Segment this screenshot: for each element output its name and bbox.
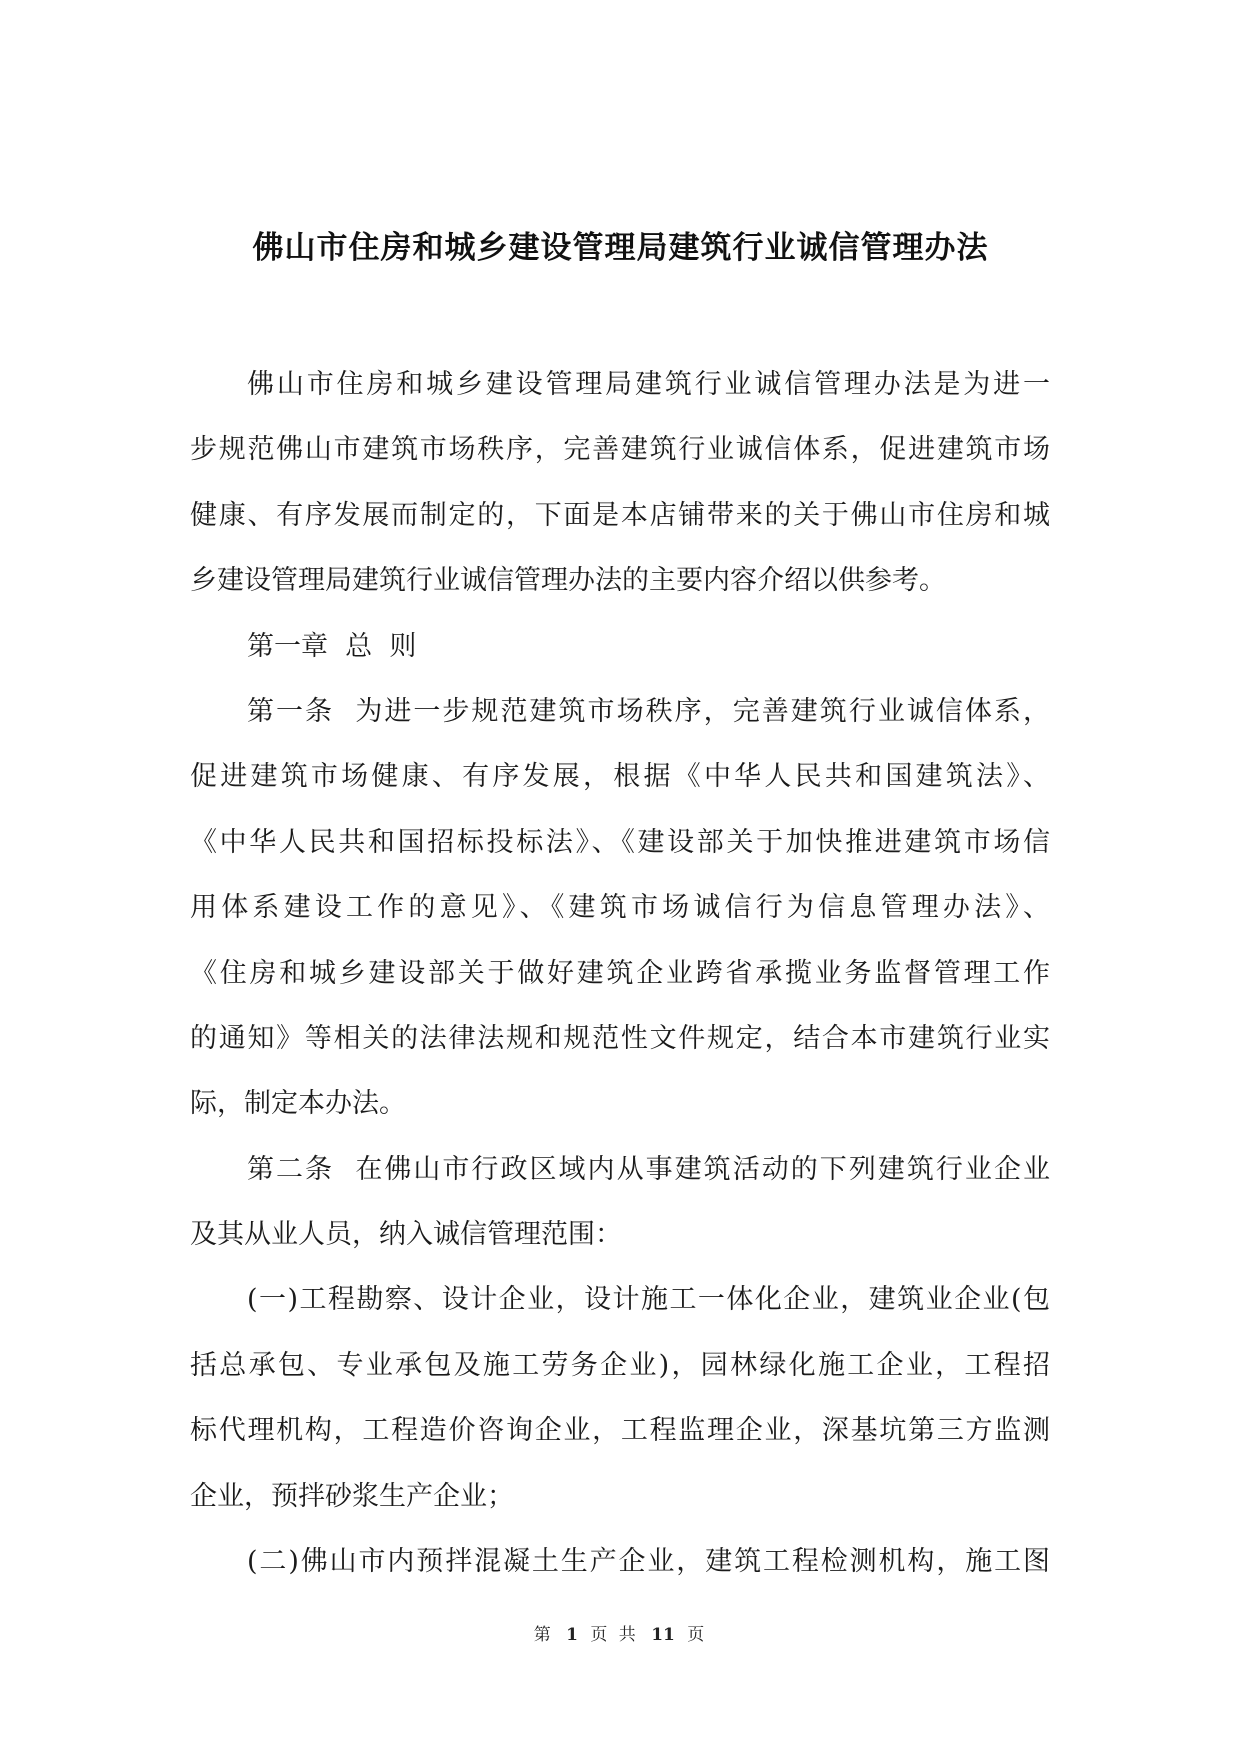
paragraph-line: 步规范佛山市建筑市场秩序，完善建筑行业诚信体系，促进建筑市场	[190, 434, 1050, 466]
paragraph-line: 括总承包、专业承包及施工劳务企业)，园林绿化施工企业，工程招	[190, 1349, 1050, 1381]
total-page-count: 11	[651, 1625, 675, 1645]
paragraph-line: 的通知》等相关的法律法规和规范性文件规定，结合本市建筑行业实	[190, 1022, 1050, 1054]
footer-prefix: 第	[533, 1625, 554, 1645]
document-title: 佛山市住房和城乡建设管理局建筑行业诚信管理办法	[252, 230, 989, 266]
paragraph-line: 标代理机构，工程造价咨询企业，工程监理企业，深基坑第三方监测	[190, 1415, 1050, 1447]
paragraph-line: 乡建设管理局建筑行业诚信管理办法的主要内容介绍以供参考。	[190, 565, 946, 597]
paragraph-line: 企业，预拌砂浆生产企业；	[190, 1480, 514, 1512]
current-page-number: 1	[566, 1625, 578, 1645]
paragraph-line: 佛山市住房和城乡建设管理局建筑行业诚信管理办法是为进一	[247, 369, 1050, 400]
paragraph-line: 用体系建设工作的意见》、《建筑市场诚信行为信息管理办法》、	[190, 892, 1050, 924]
paragraph-line: 第一条 为进一步规范建筑市场秩序，完善建筑行业诚信体系，	[247, 695, 1050, 727]
page-footer	[0, 1620, 1241, 1645]
paragraph-line: (二)佛山市内预拌混凝土生产企业，建筑工程检测机构，施工图	[247, 1546, 1050, 1578]
document-body	[190, 352, 1050, 1594]
paragraph-line: 《住房和城乡建设部关于做好建筑企业跨省承揽业务监督管理工作	[190, 957, 1050, 989]
paragraph-line: 第二条 在佛山市行政区域内从事建筑活动的下列建筑行业企业	[247, 1153, 1050, 1185]
paragraph-line: 健康、有序发展而制定的，下面是本店铺带来的关于佛山市住房和城	[190, 499, 1050, 531]
paragraph-line: 际，制定本办法。	[190, 1088, 406, 1120]
paragraph-line: (一)工程勘察、设计企业，设计施工一体化企业，建筑业企业(包	[247, 1284, 1050, 1316]
footer-middle: 页 共	[590, 1625, 639, 1645]
footer-suffix: 页	[687, 1625, 708, 1645]
paragraph-line: 促进建筑市场健康、有序发展，根据《中华人民共和国建筑法》、	[190, 761, 1050, 793]
paragraph-line: 及其从业人员，纳入诚信管理范围：	[190, 1219, 622, 1251]
paragraph-line: 《中华人民共和国招标投标法》、《建设部关于加快推进建筑市场信	[190, 826, 1050, 858]
chapter-heading: 第一章 总 则	[247, 630, 417, 662]
